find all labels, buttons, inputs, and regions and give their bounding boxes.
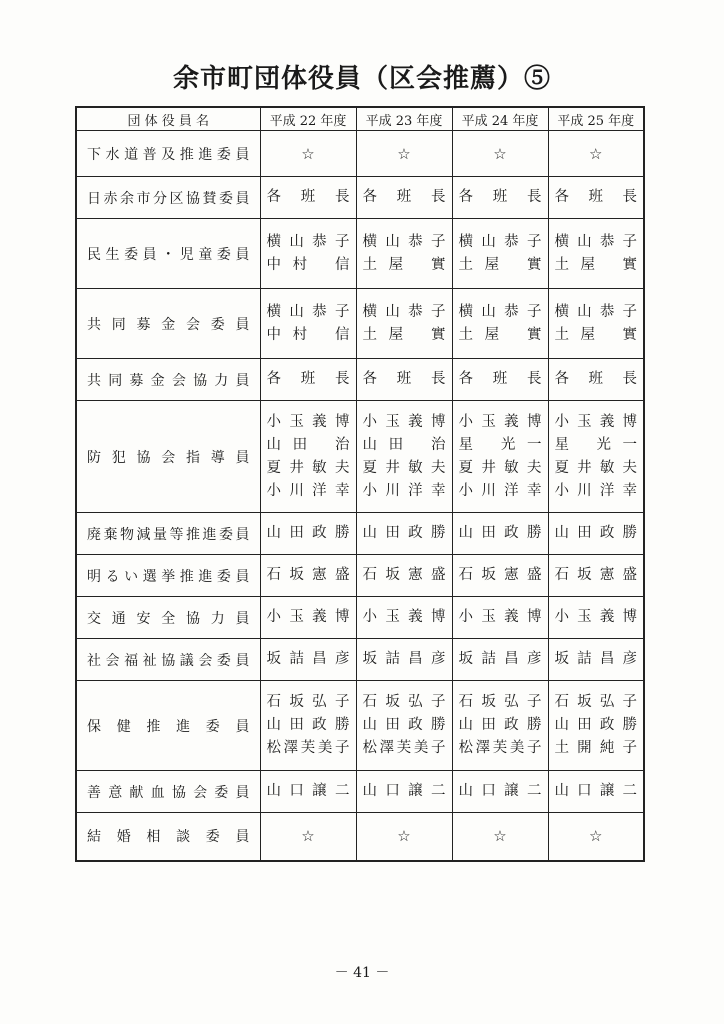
assignee-cell [548,813,644,861]
assignee-name: 各 班 長 [458,189,542,205]
assignee-name: 石坂弘子 [362,694,446,710]
assignee-name: 土屋 實 [458,256,542,273]
page-title: 余市町団体役員（区会推薦）⑤ [172,64,551,94]
assignee-name: 山田政勝 [458,717,542,733]
role-name-cell: 共同募金会協力員 [76,359,260,401]
role-name-cell: 日赤余市分区協賛委員 [76,177,260,219]
assignee-name: 中村 信 [266,326,350,343]
assignee-cell [356,813,452,861]
assignee-name: 星 光一 [458,436,542,453]
assignee-name: 土屋 實 [554,256,637,273]
assignee-cell [356,401,452,513]
assignee-name: 横山恭子 [458,233,542,250]
table-row [76,813,644,861]
table-body [76,131,644,861]
assignee-cell [260,771,356,813]
role-name-cell: 防犯協会指導員 [76,401,260,513]
star-mark: ☆ [493,827,507,846]
assignee-name: 山田政勝 [362,525,446,541]
assignee-cell [548,681,644,771]
assignee-name: 横山恭子 [266,233,350,250]
assignee-cell [548,639,644,681]
assignee-cell [452,177,548,219]
assignee-cell [452,131,548,177]
table-row [76,177,644,219]
assignee-cell [356,359,452,401]
assignee-cell [548,597,644,639]
role-name-cell: 善意献血協会委員 [76,771,260,813]
officers-table [75,106,645,862]
assignee-name: 小川洋幸 [266,482,350,499]
assignee-cell [356,289,452,359]
assignee-cell [548,219,644,289]
assignee-cell [548,359,644,401]
assignee-cell [548,555,644,597]
assignee-cell [452,597,548,639]
header-cell-h22: 平成 22 年度 [260,107,356,131]
table-row [76,131,644,177]
star-mark: ☆ [493,144,507,163]
table-row [76,359,644,401]
assignee-name: 山田政勝 [266,525,350,541]
assignee-cell [260,597,356,639]
assignee-name: 石坂弘子 [458,694,542,710]
assignee-name: 坂詰昌彦 [266,651,350,667]
assignee-cell [356,177,452,219]
assignee-name: 小玉義博 [458,413,542,430]
header-cell-h23: 平成 23 年度 [356,107,452,131]
assignee-name: 各 班 長 [362,371,446,387]
assignee-name: 土屋 實 [362,326,446,343]
assignee-cell [452,219,548,289]
header-row [76,107,644,131]
assignee-name: 坂詰昌彦 [554,651,637,667]
assignee-cell [260,359,356,401]
assignee-name: 坂詰昌彦 [458,651,542,667]
assignee-name: 山田政勝 [266,717,350,733]
header-cell-role: 団 体 役 員 名 [76,107,260,131]
assignee-name: 夏井敏夫 [362,459,446,476]
assignee-cell [548,771,644,813]
assignee-name: 石坂憲盛 [458,567,542,583]
assignee-cell [356,219,452,289]
assignee-cell [452,359,548,401]
assignee-name: 山田政勝 [554,525,637,541]
assignee-name: 石坂弘子 [266,694,350,710]
assignee-name: 小玉義博 [554,413,637,430]
assignee-cell [260,555,356,597]
assignee-name: 松澤芙美子 [266,740,350,756]
assignee-cell [452,681,548,771]
assignee-name: 横山恭子 [554,233,637,250]
assignee-cell [356,555,452,597]
assignee-cell [260,401,356,513]
assignee-cell [452,289,548,359]
star-mark: ☆ [301,827,315,846]
assignee-cell [260,639,356,681]
role-name-cell: 下水道普及推進委員 [76,131,260,177]
star-mark: ☆ [397,144,411,163]
assignee-name: 山田政勝 [458,525,542,541]
assignee-name: 石坂憲盛 [554,567,637,583]
assignee-cell [260,219,356,289]
assignee-cell [548,513,644,555]
assignee-cell [260,131,356,177]
assignee-name: 各 班 長 [458,371,542,387]
assignee-cell [548,289,644,359]
assignee-name: 土開純子 [554,740,637,756]
assignee-name: 夏井敏夫 [266,459,350,476]
assignee-name: 横山恭子 [458,303,542,320]
assignee-name: 松澤芙美子 [362,740,446,756]
table-row [76,401,644,513]
assignee-name: 各 班 長 [554,371,637,387]
assignee-name: 各 班 長 [362,189,446,205]
assignee-name: 小川洋幸 [362,482,446,499]
assignee-cell [260,289,356,359]
assignee-name: 石坂弘子 [554,694,637,710]
assignee-name: 横山恭子 [362,303,446,320]
assignee-cell [452,513,548,555]
header-cell-h24: 平成 24 年度 [452,107,548,131]
assignee-cell [452,639,548,681]
assignee-name: 夏井敏夫 [458,459,542,476]
assignee-name: 小玉義博 [458,609,542,625]
assignee-name: 石坂憲盛 [362,567,446,583]
assignee-name: 小玉義博 [554,609,637,625]
assignee-name: 山田政勝 [362,717,446,733]
assignee-cell [548,401,644,513]
assignee-cell [452,771,548,813]
role-name-cell: 共同募金会委員 [76,289,260,359]
assignee-cell [356,513,452,555]
header-cell-h25: 平成 25 年度 [548,107,644,131]
table-row [76,555,644,597]
role-name-cell: 保健推進委員 [76,681,260,771]
assignee-cell [356,681,452,771]
assignee-cell [260,813,356,861]
assignee-name: 坂詰昌彦 [362,651,446,667]
assignee-name: 山田 治 [362,436,446,453]
assignee-name: 土屋 實 [458,326,542,343]
role-name-cell: 社会福祉協議会委員 [76,639,260,681]
assignee-name: 小玉義博 [362,413,446,430]
role-name-cell: 廃棄物減量等推進委員 [76,513,260,555]
role-name-cell: 民生委員・児童委員 [76,219,260,289]
assignee-name: 横山恭子 [362,233,446,250]
assignee-name: 山口譲二 [458,783,542,799]
role-name-cell: 交通安全協力員 [76,597,260,639]
table-row [76,681,644,771]
page-number: － 41 － [334,965,390,981]
assignee-name: 横山恭子 [266,303,350,320]
star-mark: ☆ [589,827,603,846]
assignee-name: 各 班 長 [266,371,350,387]
assignee-cell [356,131,452,177]
assignee-cell [260,513,356,555]
assignee-cell [356,597,452,639]
assignee-name: 各 班 長 [266,189,350,205]
star-mark: ☆ [301,144,315,163]
table-row [76,771,644,813]
assignee-cell [548,131,644,177]
assignee-name: 星 光一 [554,436,637,453]
assignee-name: 山口譲二 [554,783,637,799]
assignee-name: 小玉義博 [266,609,350,625]
assignee-name: 小川洋幸 [554,482,637,499]
assignee-name: 山口譲二 [362,783,446,799]
star-mark: ☆ [589,144,603,163]
assignee-name: 山田 治 [266,436,350,453]
assignee-cell [356,771,452,813]
assignee-cell [260,681,356,771]
assignee-cell [452,555,548,597]
assignee-name: 山田政勝 [554,717,637,733]
table-row [76,513,644,555]
assignee-name: 小玉義博 [362,609,446,625]
assignee-cell [260,177,356,219]
table-row [76,289,644,359]
assignee-name: 小川洋幸 [458,482,542,499]
role-name-cell: 結婚相談委員 [76,813,260,861]
assignee-name: 土屋 實 [362,256,446,273]
assignee-name: 中村 信 [266,256,350,273]
table-row [76,639,644,681]
assignee-name: 石坂憲盛 [266,567,350,583]
assignee-cell [452,813,548,861]
assignee-name: 各 班 長 [554,189,637,205]
role-name-cell: 明るい選挙推進委員 [76,555,260,597]
assignee-name: 夏井敏夫 [554,459,637,476]
assignee-name: 土屋 實 [554,326,637,343]
star-mark: ☆ [397,827,411,846]
table-row [76,219,644,289]
assignee-cell [356,639,452,681]
table-row [76,597,644,639]
assignee-cell [452,401,548,513]
assignee-name: 松澤芙美子 [458,740,542,756]
assignee-name: 山口譲二 [266,783,350,799]
assignee-name: 横山恭子 [554,303,637,320]
assignee-cell [548,177,644,219]
assignee-name: 小玉義博 [266,413,350,430]
